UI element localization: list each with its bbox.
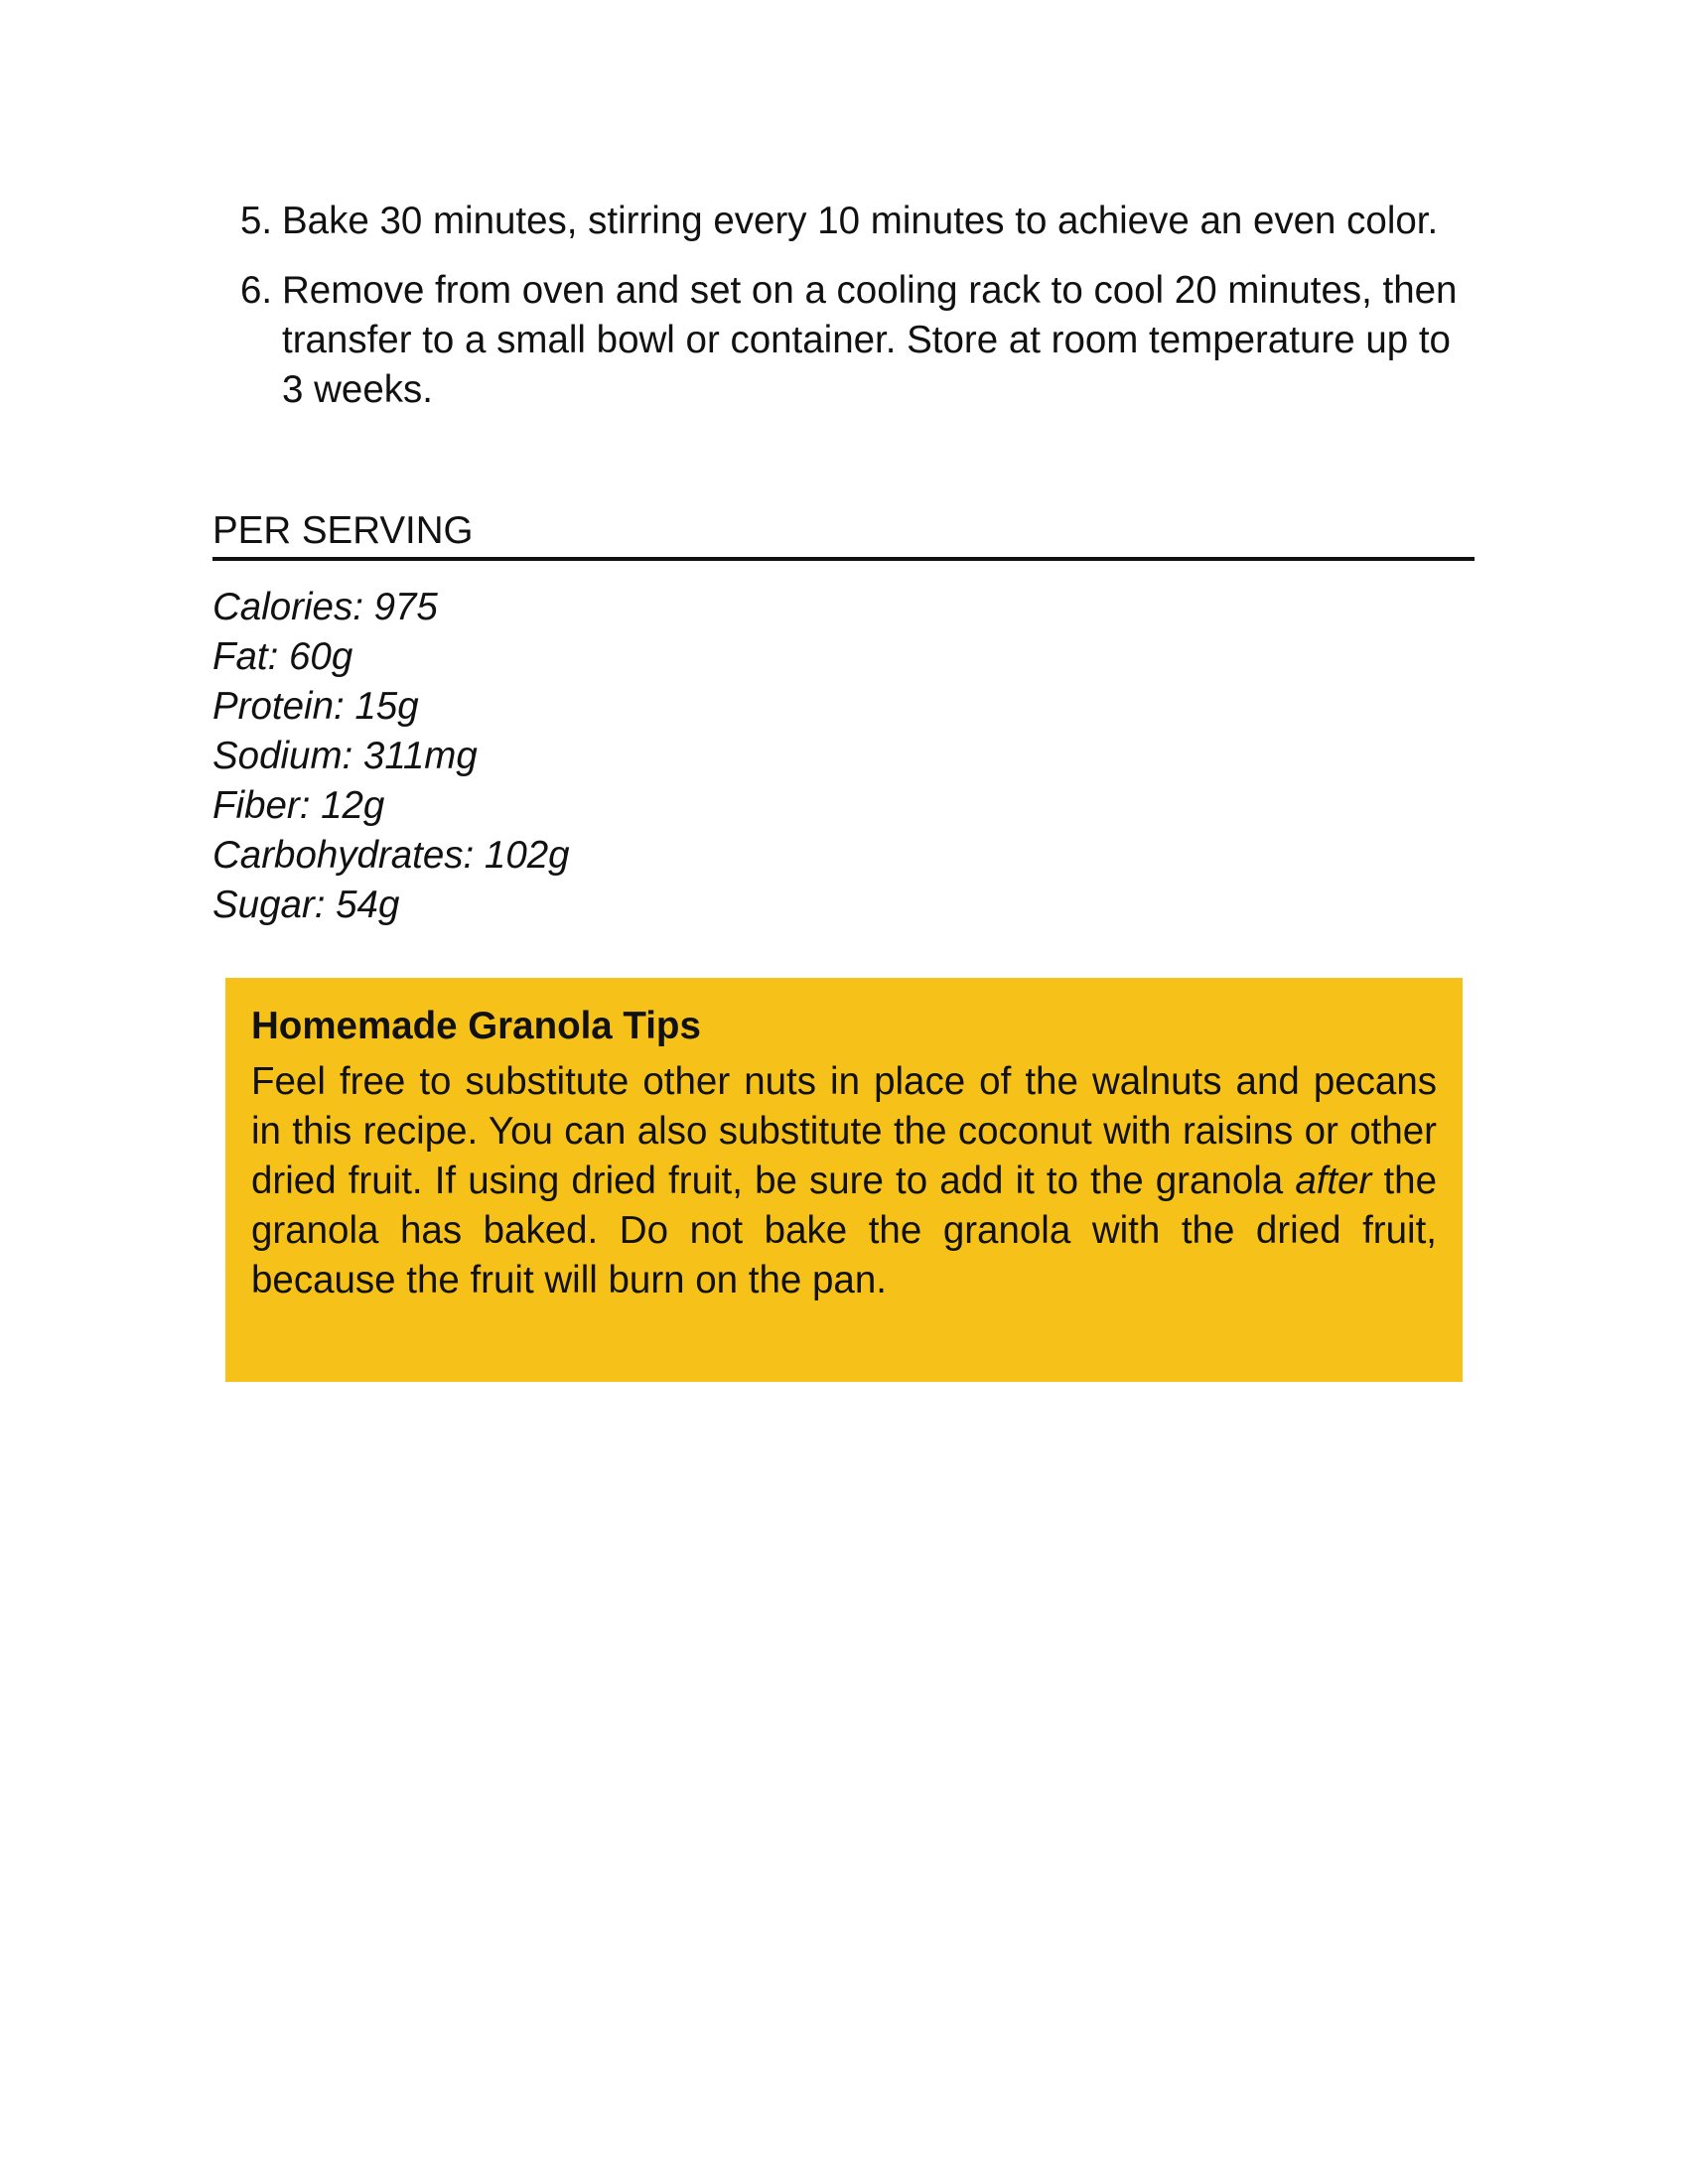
step-number: 5. [240,200,273,242]
nutrition-item-carbohydrates: Carbohydrates: 102g [212,834,570,877]
per-serving-heading: PER SERVING [212,509,474,552]
nutrition-list [212,583,570,930]
nutrition-item-sugar: Sugar: 54g [212,884,400,926]
granola-tips-callout [225,978,1463,1382]
nutrition-item-sodium: Sodium: 311mg [212,735,478,777]
tips-title: Homemade Granola Tips [251,1005,701,1047]
nutrition-item-fat: Fat: 60g [212,635,353,678]
nutrition-item-calories: Calories: 975 [212,586,438,628]
nutrition-item-protein: Protein: 15g [212,685,419,728]
tips-body-text: Feel free to substitute other nuts in place of the walnuts and pecans in this recipe. You can also substitute the coconut with raisins or other dried fruit. If using dried fruit, be sure to add it to the granola [251,1060,1437,1202]
tips-body-emphasis: after [1295,1160,1372,1202]
nutrition-item-fiber: Fiber: 12g [212,784,385,827]
instruction-step [240,197,1477,246]
section-divider [212,557,1475,561]
step-text: Bake 30 minutes, stirring every 10 minutes to achieve an even color. [282,200,1439,242]
step-number: 6. [240,269,273,312]
instruction-steps [240,197,1477,435]
tips-body [251,1057,1437,1305]
tips-body-text-continued: the granola has baked. Do not bake the granola with the dried fruit, because the fruit will burn on the pan. [251,1160,1438,1301]
instruction-step [240,266,1477,415]
step-text: Remove from oven and set on a cooling rack to cool 20 minutes, then transfer to a small bowl or container. Store at room temperature up to 3 weeks. [282,269,1458,411]
